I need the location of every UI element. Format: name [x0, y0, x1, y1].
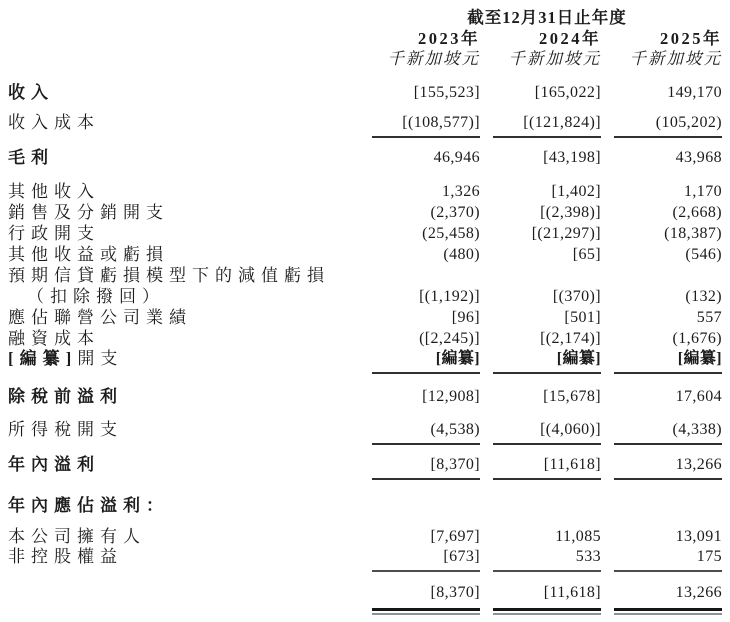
row-income-tax-expense [8, 421, 730, 445]
value-2025: (2,668) [672, 204, 722, 221]
value-2025: (18,387) [664, 225, 722, 242]
redaction-marker: [編纂] [8, 349, 78, 368]
row-label: 銷售及分銷開支 [8, 203, 169, 222]
row-label: [編纂]開支 [8, 349, 124, 368]
row-label: 融資成本 [8, 329, 100, 348]
row-label: 其他收益或虧損 [8, 245, 169, 264]
value-2024: [11,618] [493, 584, 601, 611]
value-2025: 13,266 [614, 584, 722, 611]
row-profit-for-year [8, 456, 730, 480]
value-2024: [(121,824)] [493, 114, 601, 138]
value-2023: (480) [443, 246, 480, 263]
value-2025: (1,676) [672, 330, 722, 347]
value-2024: [11,618] [493, 456, 601, 480]
value-2023: [7,697] [430, 528, 480, 545]
row-label: 毛利 [8, 148, 54, 167]
row-profit-before-tax [8, 388, 730, 406]
row-ecl-impairment [8, 265, 730, 307]
value-2025: [編纂] [614, 349, 722, 374]
row-label: 應佔聯營公司業績 [8, 308, 192, 327]
value-2025: (132) [685, 288, 722, 305]
value-2024: [(4,060)] [493, 421, 601, 445]
row-label: 其他收入 [8, 182, 100, 201]
value-2024: [編纂] [493, 349, 601, 374]
value-2023: [155,523] [413, 84, 480, 101]
row-owners-of-company [8, 527, 730, 547]
row-share-of-associates [8, 307, 730, 328]
value-2023: (25,458) [422, 225, 480, 242]
row-cost-of-revenue [8, 114, 730, 138]
value-2025: (105,202) [614, 114, 722, 138]
value-2023: 46,946 [433, 149, 480, 166]
value-2025: (546) [685, 246, 722, 263]
row-label: 收入 [8, 83, 54, 102]
row-non-controlling-interests [8, 547, 730, 572]
year-column-header-2025: 2025年 [660, 29, 722, 48]
value-2023: [96] [451, 309, 480, 326]
year-column-header-2023: 2023年 [418, 29, 480, 48]
value-2025: 43,968 [675, 149, 722, 166]
value-2024: [(21,297)] [531, 225, 601, 242]
value-2025: (4,338) [614, 421, 722, 445]
row-other-income [8, 181, 730, 202]
value-2024: [15,678] [543, 388, 601, 405]
value-2024: [(2,174)] [540, 330, 601, 347]
value-2023: [673] [372, 547, 480, 572]
row-profit-attributable-heading [8, 497, 730, 515]
row-listing-expenses [8, 349, 730, 374]
value-2024: 533 [493, 547, 601, 572]
value-2025: 17,604 [675, 388, 722, 405]
row-label: 本公司擁有人 [8, 527, 146, 546]
value-2023: [(108,577)] [372, 114, 480, 138]
value-2025: 1,170 [684, 183, 722, 200]
unit-label: 千新加坡元 [629, 49, 722, 68]
row-label: 非控股權益 [8, 547, 123, 566]
value-2023: [8,370] [372, 456, 480, 480]
row-label: 年內溢利 [8, 455, 100, 474]
value-2023: [12,908] [422, 388, 480, 405]
value-2024: [165,022] [534, 84, 601, 101]
value-2025: 175 [614, 547, 722, 572]
table-header-units [8, 49, 730, 69]
row-admin-expenses [8, 223, 730, 244]
value-2025: 557 [696, 309, 722, 326]
value-2024: [(370)] [552, 288, 601, 305]
row-other-gains-losses [8, 244, 730, 265]
value-2024: [65] [572, 246, 601, 263]
value-2024: [43,198] [543, 149, 601, 166]
value-2023: ([2,245)] [419, 330, 480, 347]
value-2024: [1,402] [551, 183, 601, 200]
value-2023: [8,370] [372, 584, 480, 611]
period-header: 截至12月31日止年度 [467, 8, 627, 27]
row-label: 所得稅開支 [8, 420, 123, 439]
row-label-line2: （扣除撥回） [27, 287, 165, 306]
table-header-period [8, 8, 730, 28]
row-revenue [8, 84, 730, 102]
value-2025: 149,170 [667, 84, 722, 101]
value-2023: [(1,192)] [419, 288, 480, 305]
year-column-header-2024: 2024年 [539, 29, 601, 48]
value-2023: (4,538) [372, 421, 480, 445]
row-label [8, 265, 359, 307]
value-2025: 13,091 [675, 528, 722, 545]
table-header-years [8, 28, 730, 49]
row-label-line1: 預期信貸虧損模型下的減值虧損 [8, 266, 330, 285]
row-label: 收入成本 [8, 113, 100, 132]
row-label: 年內應佔溢利： [8, 496, 169, 515]
spacer [8, 69, 730, 84]
row-selling-distribution-expenses [8, 202, 730, 223]
unit-label: 千新加坡元 [387, 49, 480, 68]
row-label: 行政開支 [8, 224, 100, 243]
value-2025: 13,266 [614, 456, 722, 480]
unit-label: 千新加坡元 [508, 49, 601, 68]
value-2023: (2,370) [430, 204, 480, 221]
row-total-profit [8, 584, 730, 611]
value-2023: [編纂] [372, 349, 480, 374]
value-2023: 1,326 [442, 183, 480, 200]
row-label: 除稅前溢利 [8, 387, 123, 406]
row-gross-profit [8, 149, 730, 167]
value-2024: [(2,398)] [540, 204, 601, 221]
value-2024: [501] [564, 309, 601, 326]
row-finance-costs [8, 328, 730, 349]
value-2024: 11,085 [555, 528, 601, 545]
